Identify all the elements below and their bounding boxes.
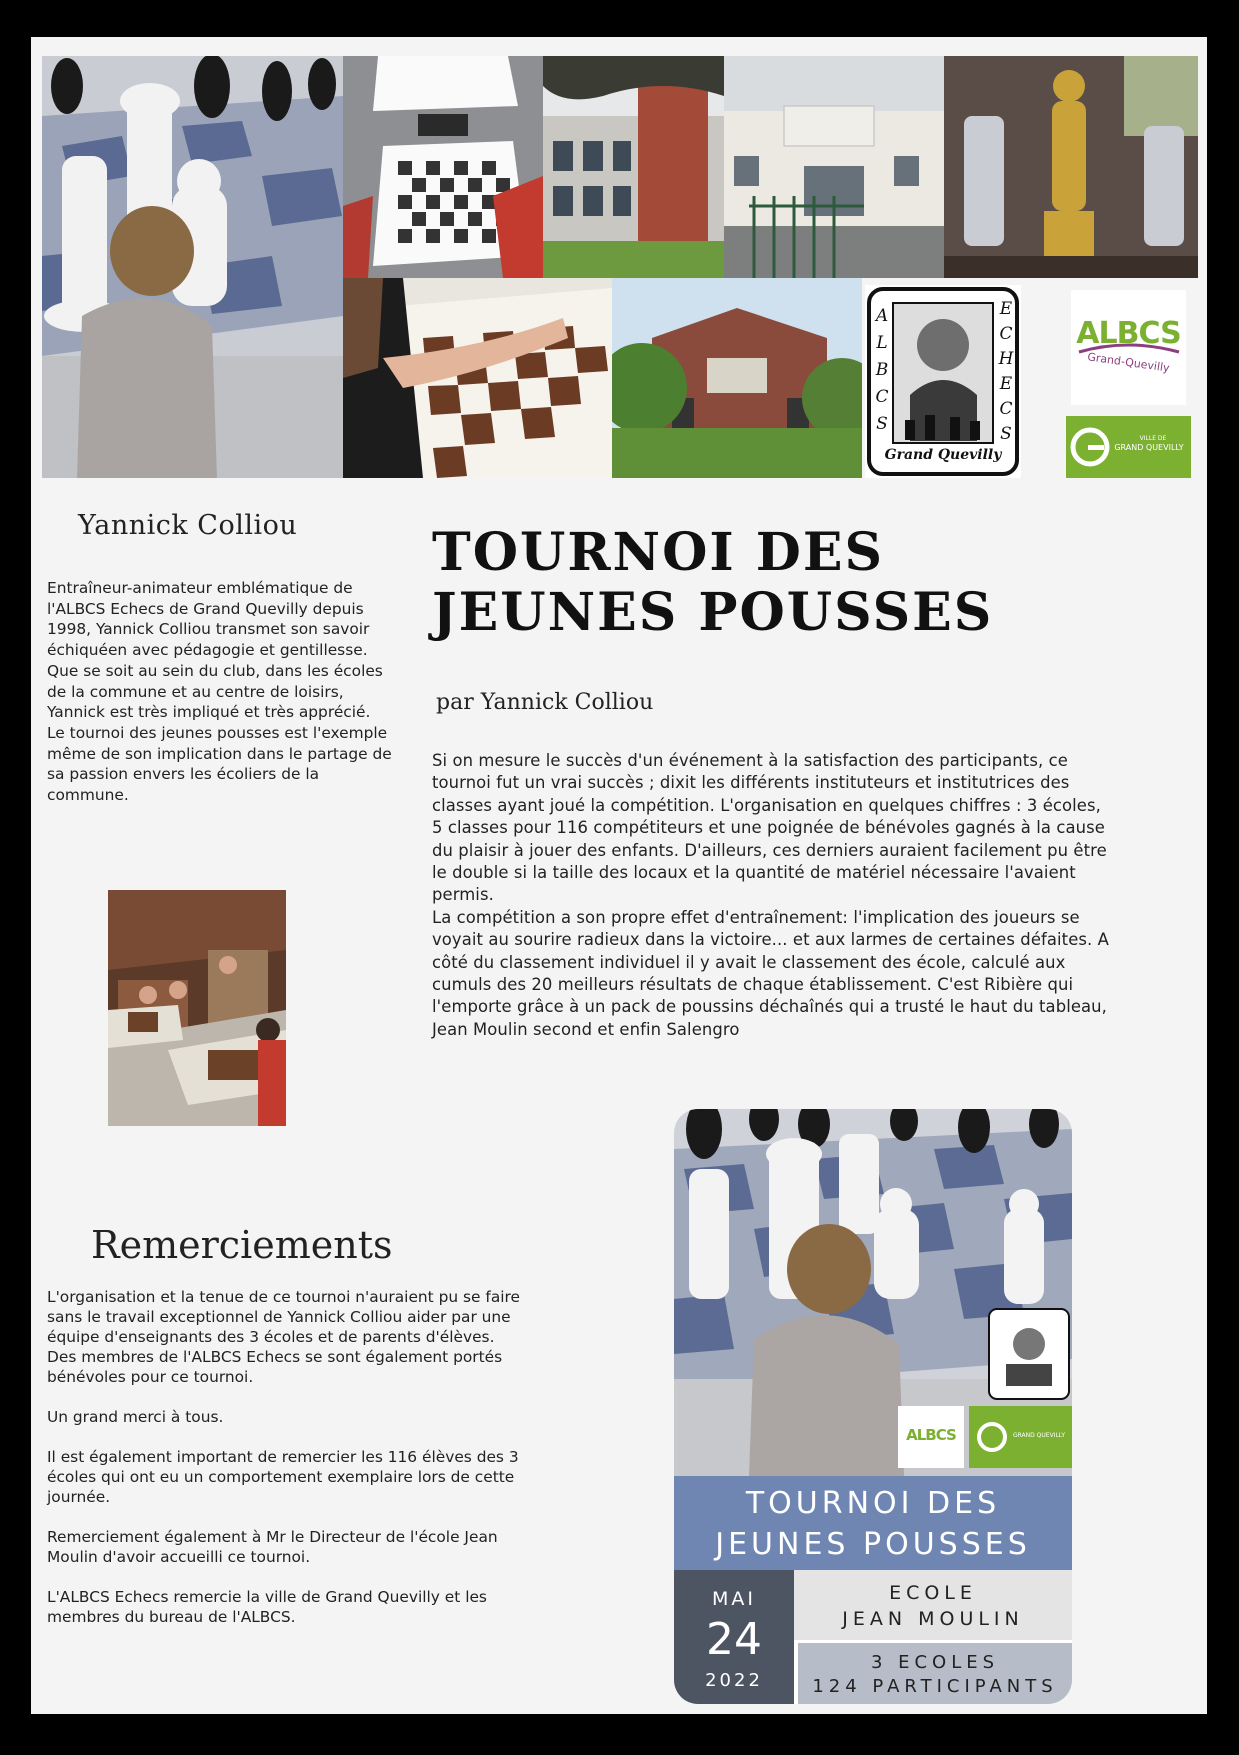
author-name: Yannick Colliou [78,510,298,541]
thanks-paragraph: L'organisation et la tenue de ce tournoi n'auraient pu se faire sans le travail exceptionnel de Yannick Colliou aider par une équipe d'enseignants des 3 écoles et de parents d'élèves. Des membres de l'ALBCS Echecs se sont également portés bénévoles pour ce tournoi. [47,1288,520,1386]
photo-chess-game-table [343,56,543,278]
author-bio [47,578,392,806]
poster-title-line1: TOURNOI DES [745,1486,1001,1521]
thanks-paragraph: Remerciement également à Mr le Directeur de l'école Jean Moulin d'avoir accueilli ce tournoi. [47,1528,498,1566]
article-byline: par Yannick Colliou [436,690,654,715]
photo-boy-giant-chess [42,56,343,478]
bio-paragraph: Entraîneur-animateur emblématique de l'ALBCS Echecs de Grand Quevilly depuis 1998, Yannick Colliou transmet son savoir échiquéen avec pédagogie et gentillesse. [47,579,370,660]
photo-trophies [944,56,1198,278]
thanks-section [47,1287,527,1647]
poster-albcs-logo-text: ALBCS [906,1426,956,1444]
thanks-paragraph: Un grand merci à tous. [47,1408,224,1426]
poster-stats-line1: 3 ECOLES [870,1652,1000,1673]
thanks-heading: Remerciements [91,1223,393,1267]
albcs-logo-subtitle: Grand-Quevilly [1086,350,1171,375]
thanks-paragraph: Il est également important de remercier les 116 élèves des 3 écoles qui ont eu un comportement exemplaire lors de cette journée. [47,1448,519,1506]
article-title: TOURNOI DES JEUNES POUSSES [432,522,994,643]
photo-school-salengro [612,278,862,478]
poster-date [674,1570,794,1704]
poster-title-banner [674,1476,1072,1570]
club-logo-bottom-text: Grand Quevilly [884,447,1002,463]
poster-photo [674,1109,1072,1476]
albcs-logo-text: ALBCS [1076,316,1181,351]
ville-grand-quevilly-logo [1066,416,1191,478]
thanks-paragraph: L'ALBCS Echecs remercie la ville de Grand Quevilly et les membres du bureau de l'ALBCS. [47,1588,487,1626]
photo-child-playing-chess [343,278,612,478]
poster-venue [794,1570,1072,1640]
poster-stats [798,1643,1072,1704]
article-paragraph: Si on mesure le succès d'un événement à la satisfaction des participants, ce tournoi fut un vrai succès ; dixit les différents instituteurs et institutrices des classes ayant joué la compétition. L'organisation en quelques chiffres : 3 écoles, 5 classes pour 116 compétiteurs et une poignée de bénévoles gagnés à la cause du plaisir à jouer des enfants. D'ailleurs, ces derniers auraient facilement pu être le double si la taille des locaux et la quantité de matériel nécessaire l'avaient permis. [432,751,1107,905]
tournament-poster [674,1109,1072,1704]
poster-venue-line2: JEAN MOULIN [842,1608,1024,1630]
ville-logo-name: GRAND QUEVILLY [1114,443,1184,452]
albcs-grand-quevilly-logo [1071,290,1186,405]
poster-venue-line1: ECOLE [889,1582,977,1604]
poster-year: 2022 [705,1670,763,1691]
photo-school-henri-ribiere [724,56,944,278]
club-logo-left-text: ALBCS [875,306,889,434]
bio-paragraph: Le tournoi des jeunes pousses est l'exemple même de son implication dans le partage de sa passion envers les écoliers de la commune. [47,723,392,805]
photo-school-jean-moulin [543,56,724,278]
poster-day: 24 [706,1614,762,1665]
photo-classroom-tournament [108,890,286,1126]
poster-stats-line2: 124 PARTICIPANTS [812,1676,1058,1697]
poster-month: MAI [712,1588,756,1610]
article-paragraph: La compétition a son propre effet d'entraînement: l'implication des joueurs se voyait au sourire radieux dans la victoire... et aux larmes de certaines défaites. A côté du classement individuel il y avait le classement des école, calculé aux cumuls des 20 meilleurs résultats de chaque établissement. C'est Ribière qui l'emporte grâce à un pack de poussins déchaînés qui a trusté le haut du tableau, Jean Moulin second et enfin Salengro [432,907,1109,1039]
albcs-echecs-club-logo [865,285,1021,478]
flyer-page [31,37,1207,1714]
bio-paragraph: Que se soit au sein du club, dans les écoles de la commune et au centre de loisirs, Yannick est très impliqué et très apprécié. [47,661,383,722]
article-body [432,750,1112,1041]
poster-title-line2: JEUNES POUSSES [715,1527,1031,1562]
poster-ville-logo-text: GRAND QUEVILLY [1012,1432,1066,1439]
ville-logo-top-text: VILLE DE [1139,435,1167,442]
club-logo-right-text: ECHECS [998,299,1014,444]
